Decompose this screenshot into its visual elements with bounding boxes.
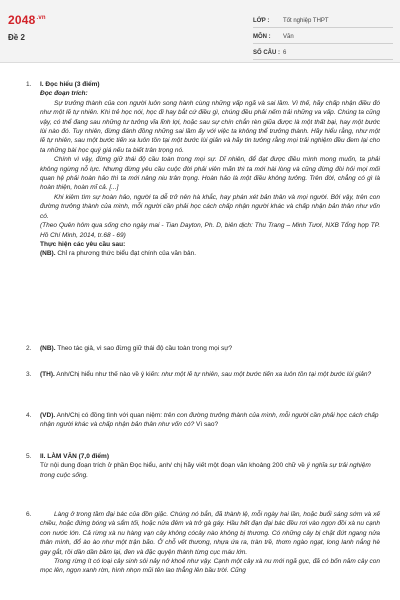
task: [40, 249, 380, 258]
exam-title: Đề 2: [8, 33, 25, 42]
section-title: I. Đọc hiểu (3 điểm): [40, 81, 100, 88]
passage-heading: Đọc đoạn trích:: [40, 90, 88, 98]
level-tag: (TH).: [40, 371, 55, 378]
passage-paragraph: Trong rừng ít có loại cây sinh sôi nảy nở khoẻ như vậy. Cạnh một cây xà nu mới ngã gục, đã có bốn năm cây con mọc lên, ngọn xanh rờn, hình nhọn mũi tên lao thẳng lên bầu trời. Cũng: [40, 558, 380, 575]
passage-paragraph: Sự trưởng thành của con người luôn song hành cùng những vấp ngã và sai lầm. Vì thế, hãy chấp nhận điều đó như một lẽ tự nhiên. Khi trẻ học nói, học đi hay bắt cứ điều gì, chúng đều phải nếm trải những va vấp. Chúng ta cũng vậy, có thể đang sau những tư tưởng vĩa lĩnh lợi, hoặc sau sự chín chắn rèn giũa được là một thất bại, hay một bước lùi nào đó. Tuy nhiên, đừng đánh đồng những sai lầm ấy với việc ta không thể trưởng thành. Hãy hiểu rằng, như một lẽ tự nhiên, sau một bước tiến xa luôn tồn tại một bước lùi giản và hãy tin tưởng rằng mọi trải nghiệm đều đem lại cho ta những bài học quý giá nếu ta biết trân trọng nó.: [40, 99, 380, 154]
page-header: [0, 0, 400, 63]
passage-paragraph: Khi kiêm tìm sự hoàn hảo, người ta dễ trở nên hà khắc, hay phán xét bản thân và mọi người. Bởi vậy, trên con đường trưởng thành của mình, mỗi người cần phải học cách chấp nhận người khác và chấp nhận bản thân như vốn có.: [40, 193, 380, 220]
question-body: [40, 411, 380, 430]
question-text: Từ nội dung đoạn trích ở phần Đọc hiểu, anh/ chị hãy viết một đoạn văn khoảng 200 chữ về: [40, 462, 305, 470]
exam-meta: [253, 15, 393, 63]
meta-value: 6: [283, 50, 287, 56]
meta-label: LỚP :: [253, 18, 270, 24]
question-body: [40, 80, 380, 259]
question-text: Anh/Chị hiểu như thế nào về ý kiến:: [56, 371, 160, 378]
passage-source: (Theo Quên hôm qua sống cho ngày mai - Tian Dayton, Ph. D, biên dịch: Thu Trang – Minh Tươi, NXB Tổng hợp TP. Hồ Chí Minh, 2014, tr.68 - 69): [40, 222, 380, 239]
question-body: [40, 370, 380, 379]
question-body: [40, 452, 380, 480]
question-text: Anh/Chị có đồng tình với quan niệm:: [56, 412, 163, 419]
level-tag: (VD).: [40, 412, 56, 419]
level-tag: (NB).: [40, 250, 56, 258]
level-tag: (NB).: [40, 345, 56, 352]
meta-label: MÔN :: [253, 34, 271, 40]
logo-suffix: .vn: [36, 15, 46, 21]
section-title: II. LÀM VĂN (7,0 điểm): [40, 453, 109, 460]
question-number: 5.: [26, 453, 32, 460]
passage-paragraph: Làng ở trong tầm đại bác của đồn giặc. Chúng nó bắn, đã thành lệ, mỗi ngày hai lần, hoặc buổi sáng sớm và xế chiều, hoặc đứng bóng và sẩm tối, hoặc nửa đêm và trở gà gáy. Hầu hết đạn đại bác đều rơi vào ngọn đồi xà nu cạnh con nước lớn. Cả rừng xà nu hàng vạn cây không cócây nào không bị thương. Có những cây bị chặt đứt ngang nửa thân mình, đổ ào ào như một trận bão. Ở chỗ vết thương, nhựa ứa ra, tràn trề, thơm ngào ngạt, long lanh nắng hè gay gắt, rồi dần dần bầm lại, đen và đặc quyện thành từng cục máu lớn.: [40, 511, 380, 556]
meta-row-count: [253, 47, 393, 60]
logo-text: 2048: [8, 13, 36, 27]
reading-passage: [40, 99, 380, 240]
question-text-end: Vì sao?: [196, 421, 219, 429]
question-number: 1.: [26, 81, 32, 88]
question-number: 4.: [26, 412, 32, 419]
question-text: Theo tác giả, vì sao đừng giữ thái độ cầu toàn trong mọi sự?: [57, 345, 233, 352]
meta-row-subject: [253, 31, 393, 44]
passage-paragraph: Chính vì vậy, đừng giữ thái độ cầu toàn trong mọi sự. Dĩ nhiên, để đạt được điều mình mong muốn, ta phải không ngừng nỗ lực. Nhưng đừng yêu cầu cuộc đời phải viên mãn thì ta mới hài lòng và cũng đừng đòi hỏi mọi mối quan hệ phải hoàn hảo thì ta mới nâng niu trân trọng. Hoàn hảo là một điều không tưởng. Trên đời, chẳng có gì là hoàn thiện, hoàn mĩ cả. [...]: [40, 156, 380, 192]
question-quote: trên con đường trưởng thành của mình, mỗi người cần phải học cách chấp nhận người khác và chấp nhận bản thân như vốn có?: [40, 412, 379, 429]
site-logo[interactable]: [8, 13, 46, 27]
meta-label: SỐ CÂU :: [253, 50, 280, 56]
instruction: Thực hiện các yêu cầu sau:: [40, 240, 126, 248]
question-number: 2.: [26, 345, 32, 352]
meta-value: Tốt nghiệp THPT: [283, 18, 329, 24]
question-quote: như một lẽ tự nhiên, sau một bước tiến xa luôn tồn tại một bước lùi giản?: [161, 371, 372, 378]
question-number: 3.: [26, 371, 32, 378]
meta-row-class: [253, 15, 393, 28]
meta-value: Văn: [283, 34, 294, 40]
literary-passage: [40, 510, 380, 576]
question-number: 6.: [26, 511, 32, 518]
question-quote: ý nghĩa sự trải nghiệm trong cuộc sống.: [40, 462, 371, 479]
question-body: [40, 344, 380, 353]
task-text: Chỉ ra phương thức biểu đạt chính của văn bản.: [57, 250, 197, 258]
